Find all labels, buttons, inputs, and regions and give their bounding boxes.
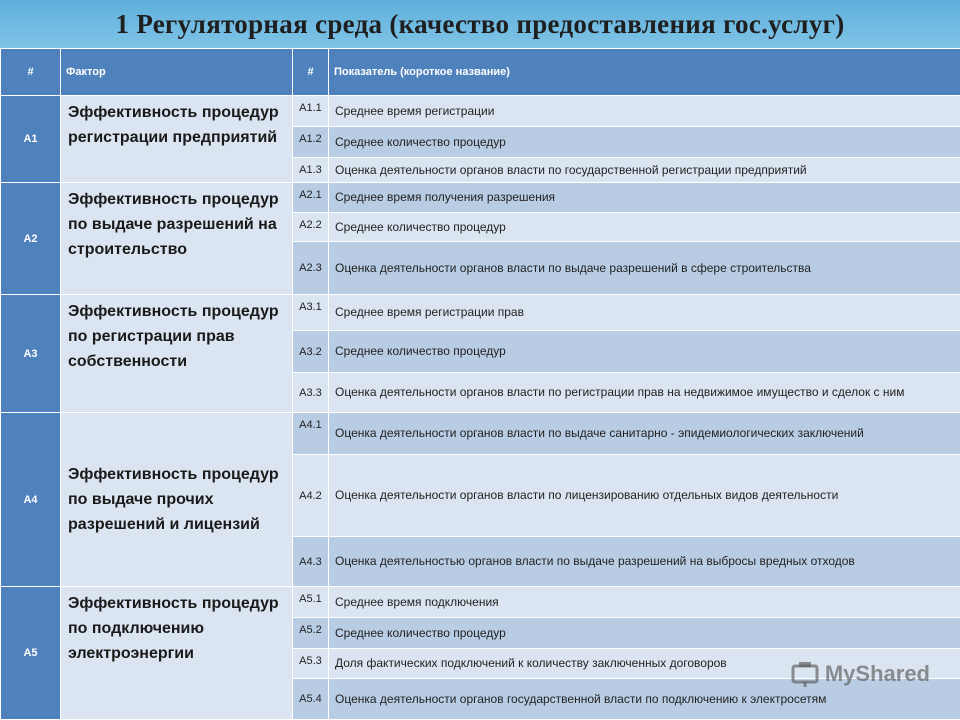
indicator-code: А5.4 bbox=[293, 679, 329, 720]
table-row bbox=[1, 295, 960, 331]
indicator-code: А1.3 bbox=[293, 158, 329, 183]
header-id: # bbox=[1, 49, 61, 96]
indicator-code: А1.1 bbox=[293, 96, 329, 127]
indicator-text: Среднее количество процедур bbox=[329, 331, 960, 373]
indicator-code: А3.1 bbox=[293, 295, 329, 331]
table-row bbox=[1, 183, 960, 213]
indicator-text: Оценка деятельности органов государственной власти по подключению к электросетям bbox=[329, 679, 960, 720]
indicator-text: Оценка деятельности органов власти по регистрации прав на недвижимое имущество и сделок с ним bbox=[329, 373, 960, 413]
group-id-a1: А1 bbox=[1, 96, 61, 183]
indicator-text: Оценка деятельности органов власти по государственной регистрации предприятий bbox=[329, 158, 960, 183]
slide-title: 1 Регуляторная среда (качество предоставления гос.услуг) bbox=[0, 0, 960, 48]
watermark-text: MyShared bbox=[824, 661, 930, 686]
indicator-text: Среднее время регистрации bbox=[329, 96, 960, 127]
indicator-text: Оценка деятельности органов власти по лицензированию отдельных видов деятельности bbox=[329, 455, 960, 537]
header-factor: Фактор bbox=[61, 49, 293, 96]
indicator-text: Среднее количество процедур bbox=[329, 618, 960, 649]
table-header-row bbox=[1, 49, 960, 96]
indicator-code: А4.3 bbox=[293, 537, 329, 587]
indicator-code: А4.2 bbox=[293, 455, 329, 537]
factor-a4: Эффективность процедур по выдаче прочих разрешений и лицензий bbox=[61, 413, 293, 587]
indicator-code: А3.2 bbox=[293, 331, 329, 373]
header-sub-id: # bbox=[293, 49, 329, 96]
group-id-a2: А2 bbox=[1, 183, 61, 295]
indicator-text: Среднее время получения разрешения bbox=[329, 183, 960, 213]
indicator-code: А5.3 bbox=[293, 649, 329, 679]
indicator-code: А5.2 bbox=[293, 618, 329, 649]
indicator-text: Среднее время подключения bbox=[329, 587, 960, 618]
factor-a1: Эффективность процедур регистрации предприятий bbox=[61, 96, 293, 183]
indicator-code: А1.2 bbox=[293, 127, 329, 158]
indicator-code: А2.3 bbox=[293, 242, 329, 295]
table-row bbox=[1, 413, 960, 455]
indicator-text: Оценка деятельности органов власти по выдаче санитарно - эпидемиологических заключений bbox=[329, 413, 960, 455]
indicator-text: Оценка деятельности органов власти по выдаче разрешений в сфере строительства bbox=[329, 242, 960, 295]
factor-a3: Эффективность процедур по регистрации прав собственности bbox=[61, 295, 293, 413]
indicator-text: Доля фактических подключений к количеству заключенных договоров bbox=[329, 649, 960, 679]
indicator-code: А4.1 bbox=[293, 413, 329, 455]
table-row bbox=[1, 96, 960, 127]
indicator-text: Оценка деятельностью органов власти по выдаче разрешений на выбросы вредных отходов bbox=[329, 537, 960, 587]
indicator-code: А3.3 bbox=[293, 373, 329, 413]
indicator-text: Среднее количество процедур bbox=[329, 213, 960, 242]
indicator-text: Среднее количество процедур bbox=[329, 127, 960, 158]
table-row bbox=[1, 587, 960, 618]
indicator-code: А5.1 bbox=[293, 587, 329, 618]
indicator-text: Среднее время регистрации прав bbox=[329, 295, 960, 331]
group-id-a5: А5 bbox=[1, 587, 61, 720]
group-id-a4: А4 bbox=[1, 413, 61, 587]
header-indicator: Показатель (короткое название) bbox=[329, 49, 960, 96]
indicator-code: А2.2 bbox=[293, 213, 329, 242]
indicator-code: А2.1 bbox=[293, 183, 329, 213]
indicator-table bbox=[0, 48, 960, 720]
factor-a5: Эффективность процедур по подключению электроэнергии bbox=[61, 587, 293, 720]
factor-a2: Эффективность процедур по выдаче разрешений на строительство bbox=[61, 183, 293, 295]
group-id-a3: А3 bbox=[1, 295, 61, 413]
